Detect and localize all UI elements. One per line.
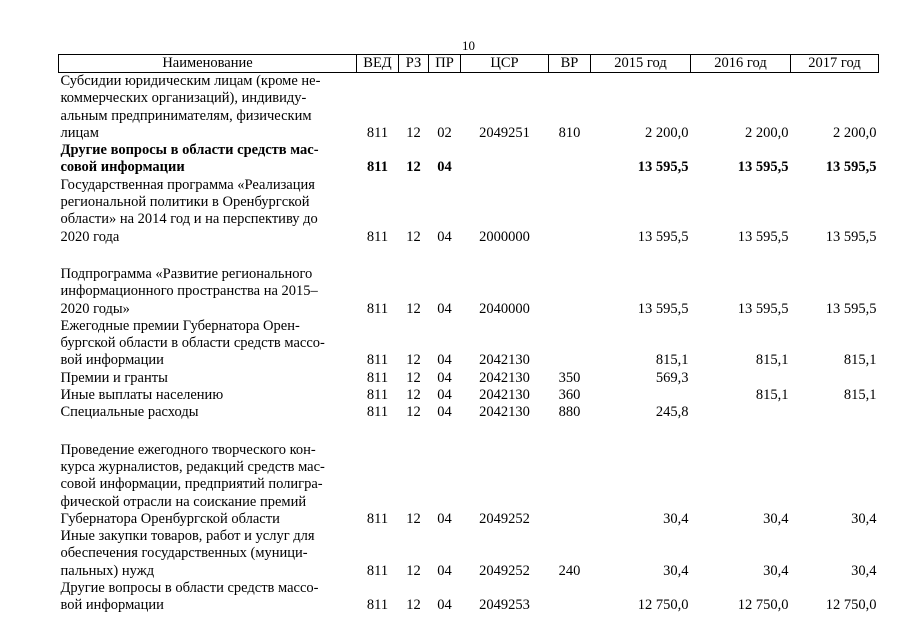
cell-rz: 12 xyxy=(406,159,421,176)
budget-table xyxy=(58,54,879,615)
cell-pr: 04 xyxy=(437,352,452,369)
cell-2016: 13 595,5 xyxy=(737,228,789,245)
spacer-row xyxy=(59,246,879,266)
cell-ved: 811 xyxy=(366,228,389,245)
cell-2015: 12 750,0 xyxy=(637,597,689,614)
cell-2017: 13 595,5 xyxy=(825,300,877,317)
cell-pr: 04 xyxy=(437,369,452,386)
cell-2016: 12 750,0 xyxy=(737,597,789,614)
cell-vr xyxy=(549,177,591,246)
header-pr: ПР xyxy=(429,55,461,73)
table-row xyxy=(59,318,879,370)
cell-csr: 2042130 xyxy=(479,404,530,421)
cell-ved: 811 xyxy=(366,352,389,369)
cell-pr: 04 xyxy=(437,159,452,176)
cell-rz: 12 xyxy=(406,562,421,579)
cell-csr: 2040000 xyxy=(479,300,530,317)
row-name: Премии и гранты xyxy=(60,369,168,386)
cell-csr: 2049251 xyxy=(479,124,530,141)
cell-rz: 12 xyxy=(406,228,421,245)
cell-ved: 811 xyxy=(366,369,389,386)
cell-2015 xyxy=(591,387,691,404)
cell-2017: 815,1 xyxy=(843,352,877,369)
cell-ved: 811 xyxy=(366,562,389,579)
cell-2015: 569,3 xyxy=(655,369,689,386)
cell-csr: 2042130 xyxy=(479,352,530,369)
row-name: Проведение ежегодного творческого кон- курса журналистов, редакций средств мас- совой информации, предприятий полигра- фической отрасли на соискание премий Губернатора Оренбургской области xyxy=(60,441,325,527)
row-name: Иные закупки товаров, работ и услуг для обеспечения государственных (муници- пальных) нужд xyxy=(60,528,315,579)
cell-2017 xyxy=(791,370,879,387)
cell-rz: 12 xyxy=(406,597,421,614)
cell-2015: 30,4 xyxy=(663,562,689,579)
table-row xyxy=(59,580,879,615)
cell-2015: 13 595,5 xyxy=(637,300,689,317)
cell-2016 xyxy=(691,404,791,421)
cell-ved: 811 xyxy=(366,387,389,404)
row-name: Специальные расходы xyxy=(60,404,199,421)
cell-rz: 12 xyxy=(406,510,421,527)
row-name: Другие вопросы в области средств массо- вой информации xyxy=(60,580,319,614)
cell-csr: 2000000 xyxy=(479,228,530,245)
table-row xyxy=(59,528,879,580)
row-name: Государственная программа «Реализация региональной политики в Оренбургской области» на 2014 год и на перспективу до 2020 года xyxy=(60,176,318,245)
cell-rz: 12 xyxy=(406,404,421,421)
row-name: Подпрограмма «Развитие регионального информационного пространства на 2015– 2020 годы» xyxy=(60,265,318,317)
cell-csr xyxy=(461,142,549,177)
table-row xyxy=(59,266,879,318)
cell-rz: 12 xyxy=(406,369,421,386)
cell-vr: 360 xyxy=(558,387,581,404)
row-name: Другие вопросы в области средств мас- совой информации xyxy=(60,142,319,176)
cell-vr: 350 xyxy=(558,369,581,386)
cell-2017 xyxy=(791,404,879,421)
cell-2016: 815,1 xyxy=(755,387,789,404)
cell-2017: 815,1 xyxy=(843,387,877,404)
cell-rz: 12 xyxy=(406,352,421,369)
cell-vr xyxy=(549,266,591,318)
cell-rz: 12 xyxy=(406,124,421,141)
cell-2015: 815,1 xyxy=(655,352,689,369)
table-row xyxy=(59,370,879,387)
cell-pr: 04 xyxy=(437,387,452,404)
cell-ved: 811 xyxy=(366,597,389,614)
cell-2016: 30,4 xyxy=(763,562,789,579)
table-row xyxy=(59,442,879,528)
table-row xyxy=(59,177,879,246)
cell-2016: 30,4 xyxy=(763,510,789,527)
cell-2015: 30,4 xyxy=(663,510,689,527)
cell-rz: 12 xyxy=(406,387,421,404)
cell-rz: 12 xyxy=(406,300,421,317)
cell-csr: 2049253 xyxy=(479,597,530,614)
cell-vr xyxy=(549,580,591,615)
header-2016: 2016 год xyxy=(691,55,791,73)
header-row xyxy=(59,55,879,73)
cell-ved: 811 xyxy=(366,510,389,527)
spacer-row xyxy=(59,422,879,442)
cell-pr: 04 xyxy=(437,597,452,614)
cell-pr: 04 xyxy=(437,300,452,317)
cell-vr xyxy=(549,142,591,177)
page-number: 10 xyxy=(462,38,475,53)
cell-vr xyxy=(549,318,591,370)
cell-vr: 240 xyxy=(558,562,581,579)
cell-pr: 04 xyxy=(437,510,452,527)
header-vr: ВР xyxy=(549,55,591,73)
cell-pr: 04 xyxy=(437,404,452,421)
cell-csr: 2049252 xyxy=(479,510,530,527)
header-rz: РЗ xyxy=(399,55,429,73)
cell-2015: 13 595,5 xyxy=(637,159,689,176)
cell-ved: 811 xyxy=(367,159,388,176)
header-2017: 2017 год xyxy=(791,55,879,73)
cell-ved: 811 xyxy=(366,404,389,421)
cell-csr: 2049252 xyxy=(479,562,530,579)
cell-csr: 2042130 xyxy=(479,369,530,386)
cell-2017: 2 200,0 xyxy=(833,124,877,141)
table-row xyxy=(59,404,879,421)
cell-2015: 2 200,0 xyxy=(645,124,689,141)
cell-vr: 810 xyxy=(558,124,581,141)
table-row xyxy=(59,73,879,143)
cell-2017: 30,4 xyxy=(851,562,877,579)
cell-2016: 13 595,5 xyxy=(737,300,789,317)
cell-csr: 2042130 xyxy=(479,387,530,404)
cell-2016: 2 200,0 xyxy=(745,124,789,141)
header-csr: ЦСР xyxy=(461,55,549,73)
cell-2017: 13 595,5 xyxy=(825,228,877,245)
cell-2016: 13 595,5 xyxy=(737,159,789,176)
header-2015: 2015 год xyxy=(591,55,691,73)
table-row xyxy=(59,142,879,177)
header-name: Наименование xyxy=(59,55,357,73)
row-name: Ежегодные премии Губернатора Орен- бургской области в области средств массо- вой информации xyxy=(60,317,325,369)
cell-2015: 13 595,5 xyxy=(637,228,689,245)
cell-ved: 811 xyxy=(366,300,389,317)
cell-2017: 13 595,5 xyxy=(825,159,877,176)
row-name: Субсидии юридическим лицам (кроме не- коммерческих организаций), индивиду- альным предпринимателям, физическим лицам xyxy=(60,73,321,141)
cell-2015: 245,8 xyxy=(655,404,689,421)
cell-2016: 815,1 xyxy=(755,352,789,369)
cell-pr: 02 xyxy=(437,124,452,141)
cell-pr: 04 xyxy=(437,562,452,579)
header-ved: ВЕД xyxy=(357,55,399,73)
table-row xyxy=(59,387,879,404)
cell-2017: 12 750,0 xyxy=(825,597,877,614)
row-name: Иные выплаты населению xyxy=(60,387,224,404)
cell-vr xyxy=(549,442,591,528)
cell-vr: 880 xyxy=(558,404,581,421)
cell-pr: 04 xyxy=(437,228,452,245)
cell-2016 xyxy=(691,370,791,387)
cell-ved: 811 xyxy=(366,124,389,141)
cell-2017: 30,4 xyxy=(851,510,877,527)
